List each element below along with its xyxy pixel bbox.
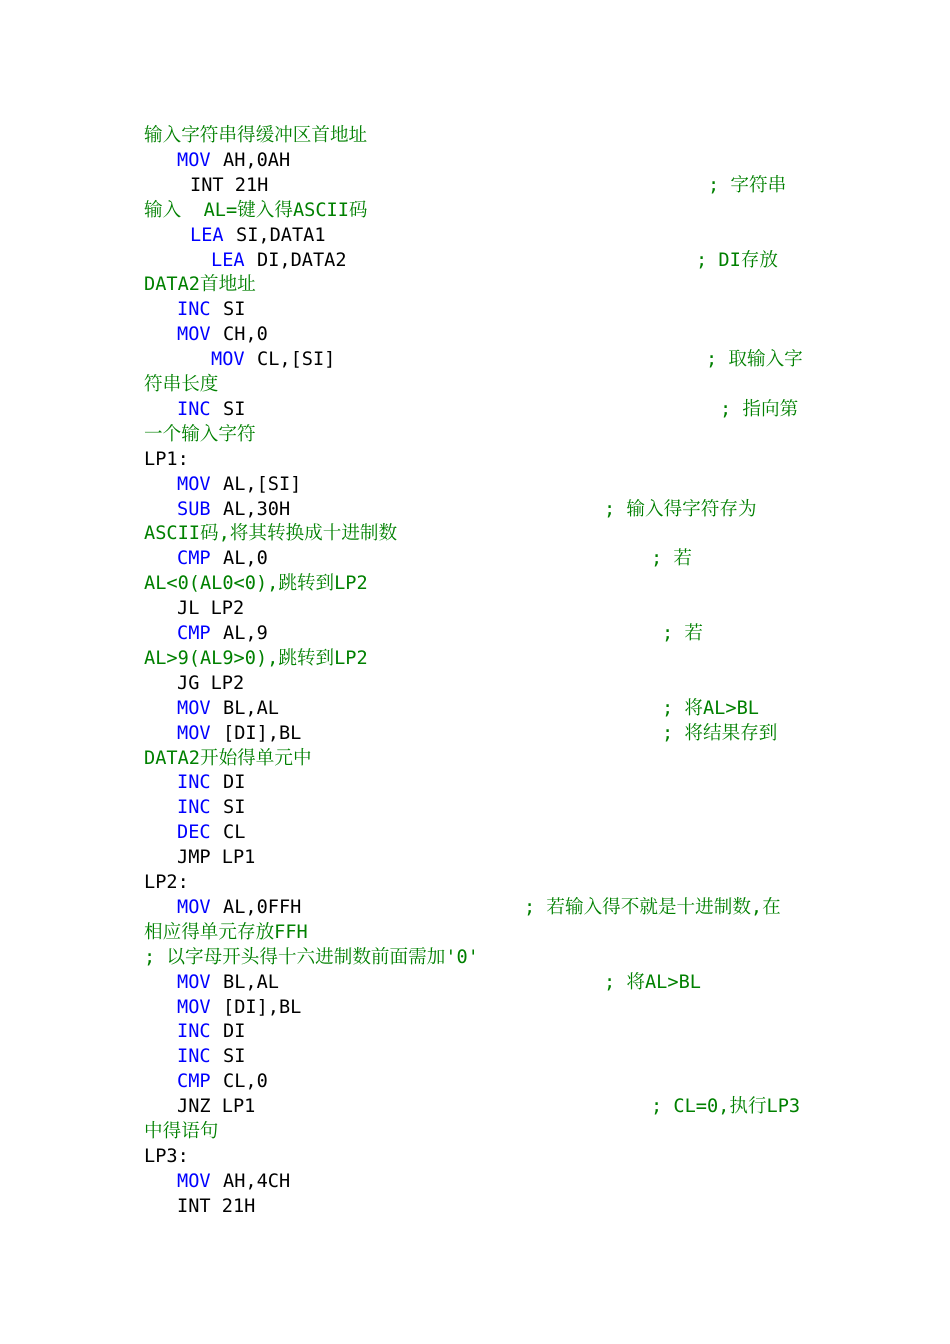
code-text: JL LP2 xyxy=(177,598,245,620)
code-line xyxy=(0,921,950,946)
code-line xyxy=(0,1170,950,1195)
keyword: SUB xyxy=(177,498,211,520)
comment: ; CL=0,执行LP3 xyxy=(651,1096,801,1118)
keyword: MOV xyxy=(177,971,211,993)
code-text: AL,9 xyxy=(223,623,268,644)
code-text: CL xyxy=(223,822,246,844)
comment: ; 将AL>BL xyxy=(604,971,701,993)
keyword: INC xyxy=(177,1021,211,1043)
keyword: CMP xyxy=(177,623,211,644)
code-text: AL,[SI] xyxy=(223,473,302,495)
keyword: INC xyxy=(177,772,211,794)
code-text: SI,DATA1 xyxy=(236,224,326,246)
code-text: LP1: xyxy=(144,448,189,470)
code-text: LP3: xyxy=(144,1145,189,1167)
code-text: AH,0AH xyxy=(223,149,291,171)
comment: ; 将AL>BL xyxy=(662,697,759,719)
comment: 中得语句 xyxy=(144,1121,219,1142)
code-text: DI xyxy=(223,772,246,794)
keyword: INC xyxy=(177,398,211,420)
code-line xyxy=(0,373,950,398)
comment: ; 将结果存到 xyxy=(662,722,778,744)
code-line xyxy=(0,946,950,971)
code-line xyxy=(0,149,950,174)
code-text: CH,0 xyxy=(223,324,268,346)
code-line xyxy=(0,622,950,647)
comment: AL<0(AL0<0),跳转到LP2 xyxy=(144,573,368,595)
comment: DATA2首地址 xyxy=(144,274,256,296)
code-text: JG LP2 xyxy=(177,672,245,694)
comment: ; 输入得字符存为 xyxy=(604,498,757,520)
code-line xyxy=(0,1195,950,1220)
comment: 输入字符串得缓冲区首地址 xyxy=(144,125,368,146)
code-line xyxy=(0,1120,950,1145)
code-line xyxy=(0,224,950,249)
code-line xyxy=(0,597,950,622)
code-line xyxy=(0,722,950,747)
code-line xyxy=(0,747,950,772)
code-line xyxy=(0,572,950,597)
keyword: INC xyxy=(177,299,211,321)
keyword: DEC xyxy=(177,822,211,844)
code-text: INT 21H xyxy=(177,1195,256,1217)
keyword: MOV xyxy=(177,996,211,1018)
code-text: [DI],BL xyxy=(223,722,302,744)
code-line xyxy=(0,199,950,224)
code-text: SI xyxy=(223,1046,246,1068)
code-line xyxy=(0,846,950,871)
keyword: LEA xyxy=(211,249,245,271)
code-line xyxy=(0,996,950,1021)
code-text: DI xyxy=(223,1021,246,1043)
code-text: BL,AL xyxy=(223,697,279,719)
comment: DATA2开始得单元中 xyxy=(144,747,312,769)
comment: AL>9(AL9>0),跳转到LP2 xyxy=(144,647,368,669)
code-text: CL,0 xyxy=(223,1071,268,1093)
code-text: JMP LP1 xyxy=(177,847,256,869)
comment: ; DI存放 xyxy=(696,249,778,271)
code-text: DI,DATA2 xyxy=(257,249,347,271)
code-text: AL,30H xyxy=(223,498,291,520)
keyword: MOV xyxy=(177,324,211,346)
code-line xyxy=(0,323,950,348)
keyword: CMP xyxy=(177,548,211,570)
code-text: LP2: xyxy=(144,872,189,893)
code-line xyxy=(0,398,950,423)
code-text: AL,0FFH xyxy=(223,896,302,918)
comment: ASCII码,将其转换成十进制数 xyxy=(144,523,398,545)
keyword: CMP xyxy=(177,1071,211,1093)
code-line xyxy=(0,124,950,149)
code-line xyxy=(0,1145,950,1170)
comment: ; 以字母开头得十六进制数前面需加'0' xyxy=(144,946,479,968)
comment: ; 指向第 xyxy=(720,398,799,420)
keyword: INC xyxy=(177,797,211,819)
code-text: AL,0 xyxy=(223,548,268,570)
code-line xyxy=(0,547,950,572)
comment: 输入 AL=键入得ASCII码 xyxy=(144,199,368,221)
keyword: MOV xyxy=(177,1170,211,1192)
code-line xyxy=(0,821,950,846)
code-text: CL,[SI] xyxy=(257,349,336,371)
code-line xyxy=(0,1045,950,1070)
keyword: MOV xyxy=(177,697,211,719)
code-line xyxy=(0,473,950,498)
comment: ; 取输入字 xyxy=(706,349,803,371)
keyword: MOV xyxy=(177,473,211,495)
code-line xyxy=(0,298,950,323)
code-line xyxy=(0,647,950,672)
comment: 符串长度 xyxy=(144,374,219,395)
code-line xyxy=(0,771,950,796)
code-line xyxy=(0,448,950,473)
comment: ; 若输入得不就是十进制数,在 xyxy=(524,896,781,918)
keyword: INC xyxy=(177,1046,211,1068)
code-text: SI xyxy=(223,797,246,819)
comment: ; 字符串 xyxy=(708,174,787,196)
code-line xyxy=(0,423,950,448)
keyword: MOV xyxy=(177,722,211,744)
comment: ; 若 xyxy=(662,623,703,644)
code-line xyxy=(0,971,950,996)
code-line xyxy=(0,249,950,274)
code-line xyxy=(0,871,950,896)
code-line xyxy=(0,697,950,722)
code-line xyxy=(0,522,950,547)
code-text: INT 21H xyxy=(190,174,269,196)
keyword: MOV xyxy=(177,896,211,918)
code-text: [DI],BL xyxy=(223,996,302,1018)
code-line xyxy=(0,348,950,373)
keyword: MOV xyxy=(211,349,245,371)
code-line xyxy=(0,273,950,298)
keyword: MOV xyxy=(177,149,211,171)
code-text: SI xyxy=(223,398,246,420)
code-line xyxy=(0,1020,950,1045)
code-line xyxy=(0,498,950,523)
code-line xyxy=(0,1095,950,1120)
code-text: JNZ LP1 xyxy=(177,1096,256,1118)
comment: 相应得单元存放FFH xyxy=(144,921,308,943)
keyword: LEA xyxy=(190,224,224,246)
code-line xyxy=(0,1070,950,1095)
code-line xyxy=(0,174,950,199)
code-text: AH,4CH xyxy=(223,1170,291,1192)
code-line xyxy=(0,672,950,697)
code-line xyxy=(0,796,950,821)
code-line xyxy=(0,896,950,921)
comment: ; 若 xyxy=(651,548,692,570)
code-text: SI xyxy=(223,299,246,321)
comment: 一个输入字符 xyxy=(144,423,256,445)
code-text: BL,AL xyxy=(223,971,279,993)
